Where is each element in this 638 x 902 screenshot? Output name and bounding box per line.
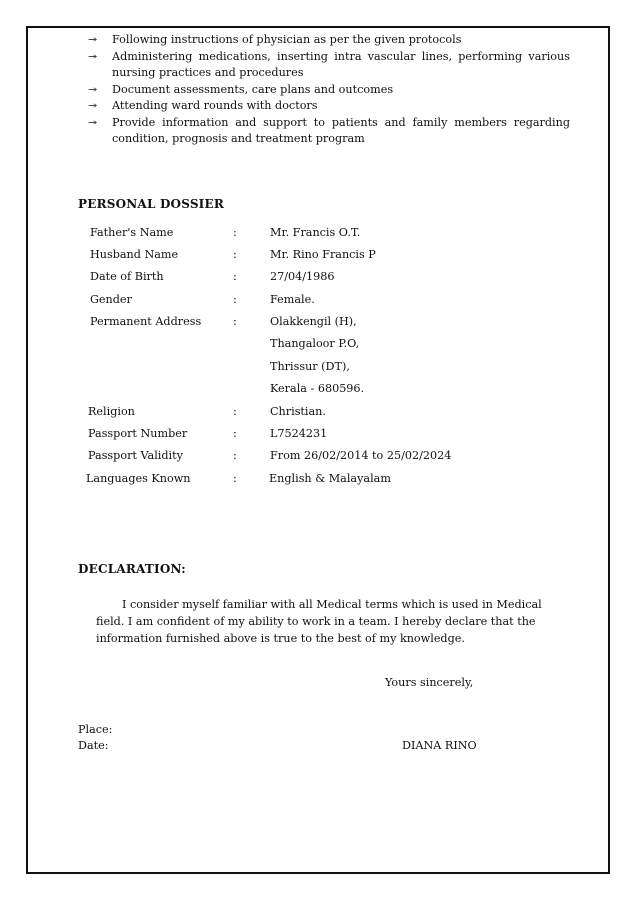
field-label-husband-name: Husband Name (90, 248, 179, 261)
arrow-bullet-icon: ↠ (88, 99, 98, 112)
duties-list (88, 32, 570, 148)
place-label: Place: (78, 723, 113, 736)
field-value-religion: Christian. (270, 405, 326, 418)
field-label-languages-known: Languages Known (86, 472, 191, 485)
field-separator: : (233, 405, 237, 418)
arrow-bullet-icon: ↠ (88, 49, 98, 63)
field-separator: : (233, 427, 237, 440)
field-label-passport-validity: Passport Validity (88, 449, 183, 462)
field-value-passport-validity: From 26/02/2014 to 25/02/2024 (270, 449, 452, 462)
field-value-address-line-1: Olakkengil (H), (270, 315, 357, 328)
signature-name: DIANA RINO (402, 739, 477, 752)
field-label-gender: Gender (90, 293, 132, 306)
declaration-text: I consider myself familiar with all Medical terms which is used in Medical field. I am confident of my ability to work in a team. I hereby declare that the information furnished above is true to the best of my knowledge. (96, 598, 542, 645)
field-label-religion: Religion (88, 405, 135, 418)
field-value-address-line-2: Thangaloor P.O, (270, 337, 360, 350)
list-item (88, 115, 570, 148)
list-item (88, 32, 570, 49)
duty-text: Provide information and support to patients and family members regarding condition, prognosis and treatment program (112, 115, 570, 145)
field-separator: : (233, 248, 237, 261)
duty-text: Attending ward rounds with doctors (112, 99, 318, 112)
field-separator: : (233, 449, 237, 462)
personal-dossier-heading: PERSONAL DOSSIER (78, 197, 225, 211)
closing-text: Yours sincerely, (385, 676, 474, 689)
arrow-bullet-icon: ↠ (88, 115, 98, 129)
field-separator: : (233, 270, 237, 283)
date-label: Date: (78, 739, 109, 752)
field-separator: : (233, 226, 237, 239)
field-value-date-of-birth: 27/04/1986 (270, 270, 335, 283)
arrow-bullet-icon: ↠ (88, 33, 98, 46)
field-separator: : (233, 293, 237, 306)
duty-text: Following instructions of physician as per the given protocols (112, 33, 462, 46)
declaration-heading: DECLARATION: (78, 562, 186, 576)
field-label-fathers-name: Father's Name (90, 226, 174, 239)
field-value-gender: Female. (270, 293, 315, 306)
field-label-permanent-address: Permanent Address (90, 315, 202, 328)
field-separator: : (233, 315, 237, 328)
field-label-passport-number: Passport Number (88, 427, 188, 440)
field-value-passport-number: L7524231 (270, 427, 328, 440)
duty-text: Administering medications, inserting intra vascular lines, performing various nursing practices and procedures (112, 49, 570, 79)
field-label-date-of-birth: Date of Birth (90, 270, 164, 283)
field-value-address-line-4: Kerala - 680596. (270, 382, 365, 395)
arrow-bullet-icon: ↠ (88, 82, 98, 96)
list-item (88, 49, 570, 82)
field-separator: : (233, 472, 237, 485)
list-item (88, 98, 570, 115)
field-value-fathers-name: Mr. Francis O.T. (270, 226, 361, 239)
field-value-address-line-3: Thrissur (DT), (270, 360, 350, 373)
field-value-husband-name: Mr. Rino Francis P (270, 248, 376, 261)
list-item (88, 82, 570, 99)
duty-text: Document assessments, care plans and outcomes (112, 82, 394, 96)
field-value-languages-known: English & Malayalam (269, 472, 391, 485)
